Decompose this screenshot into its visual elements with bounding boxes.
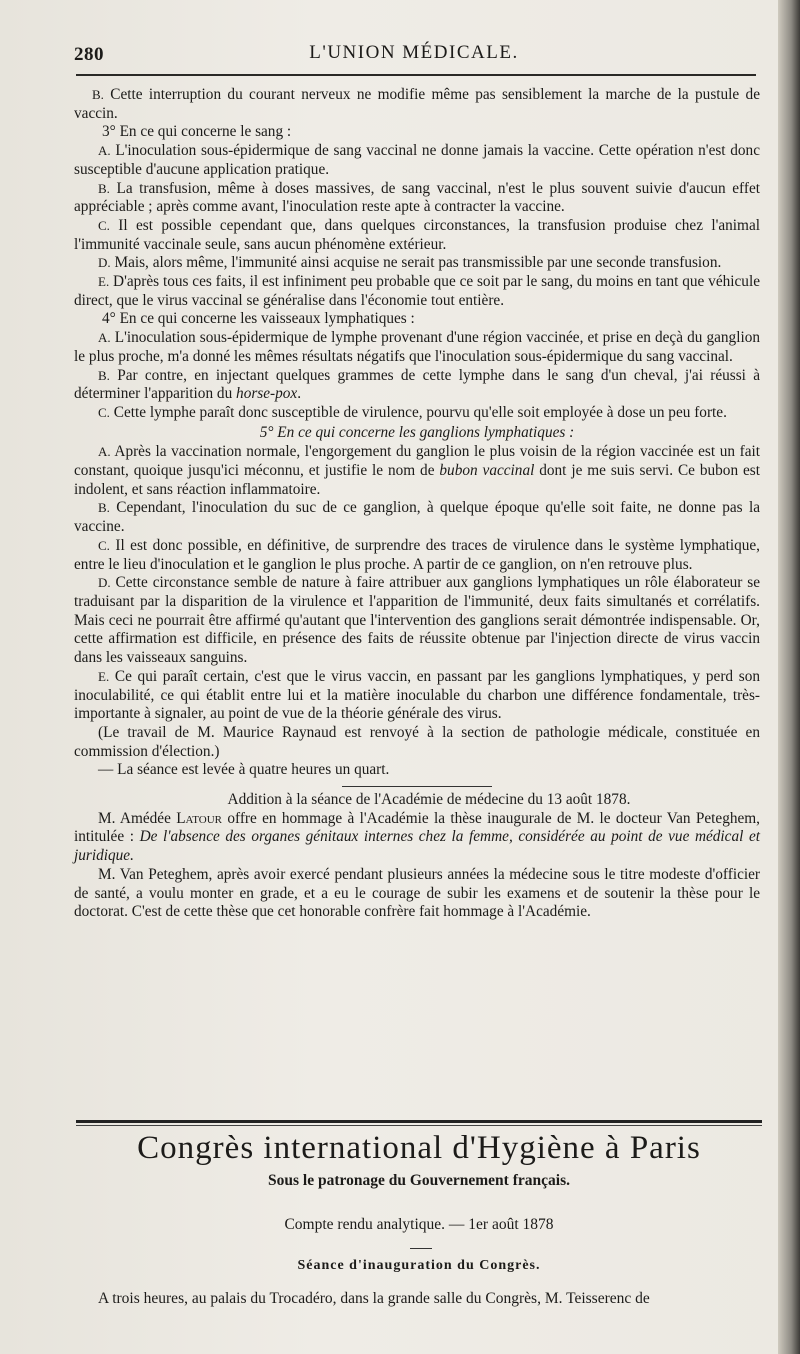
congress-rule-thin (76, 1125, 762, 1126)
paragraph-e-sang: E. D'après tous ces faits, il est infiniment peu probable que ce soit par le sang, du moins en tant que véhicule direct, que le virus vaccinal se généralise dans l'économie tout entière. (74, 273, 760, 309)
paragraph-a-ganglion: A. Après la vaccination normale, l'engorgement du ganglion le plus voisin de la région vaccinée est un fait constant, quoique jusqu'ici méconnu, et justifie le nom de bubon vaccinal dont je me suis servi. Ce bubon est indolent, et sans réaction inflammatoire. (74, 443, 760, 498)
section-4-heading: 4° En ce qui concerne les vaisseaux lymphatiques : (102, 310, 415, 328)
small-divider (410, 1248, 432, 1249)
book-spine-shadow (778, 0, 800, 1354)
paragraph-b-transfusion: B. La transfusion, même à doses massives, de sang vaccinal, n'est le plus souvent suivie d'aucun effet appréciable ; après comme avant, l'inoculation reste apte à contracter la vaccine. (74, 179, 760, 216)
item-letter: E. (98, 668, 110, 684)
item-letter: C. (98, 217, 110, 233)
paragraph-b-cheval: B. Par contre, en injectant quelques grammes de cette lymphe dans le sang d'un cheval, j'ai réussi à déterminer l'apparition du horse-pox. (74, 366, 760, 403)
paragraph-c-immunite: C. Il est possible cependant que, dans quelques circonstances, la transfusion produise chez l'animal l'immunité vaccinale seule, sans aucun phénomène extérieur. (74, 216, 760, 253)
paragraph-b-interruption: B. Cette interruption du courant nerveux ne modifie même pas sensiblement la marche de la pustule de vaccin. (74, 86, 760, 122)
section-divider (342, 786, 492, 787)
congress-title: Congrès international d'Hygiène à Paris (137, 1130, 701, 1166)
congress-patronage: Sous le patronage du Gouvernement français. (268, 1172, 570, 1189)
compte-rendu-line: Compte rendu analytique. — 1er août 1878 (284, 1216, 554, 1233)
paragraph-c-virulence: C. Cette lymphe paraît donc susceptible de virulence, pourvu qu'elle soit employée à dose un peu forte. (98, 403, 727, 421)
thesis-title: De l'absence des organes génitaux internes chez la femme, considérée au point de vue médical et juridique. (74, 828, 761, 865)
item-letter: C. (98, 537, 110, 553)
paragraph-c-traces: C. Il est donc possible, en définitive, de surprendre des traces de virulence dans le système lymphatique, entre le lieu d'inoculation et le ganglion le plus proche. A partir de ce ganglion, on n'en retrouve plus. (74, 536, 760, 573)
section-3-heading: 3° En ce qui concerne le sang : (102, 123, 292, 141)
paragraph-b-suc: B. Cependant, l'inoculation du suc de ce ganglion, à quelque époque qu'elle soit faite, ne donne pas la vaccine. (74, 499, 760, 536)
congress-rule-thick (76, 1120, 762, 1123)
author-name: Latour (176, 809, 223, 827)
item-letter: A. (98, 330, 111, 346)
item-letter: A. (98, 143, 111, 159)
paragraph-a-lymphe: A. L'inoculation sous-épidermique de lymphe provenant d'une région vaccinée, et prise en deçà du ganglion le plus proche, m'a donné les mêmes résultats négatifs que l'inoculation sous-épidermique du sang vaccinal. (74, 329, 760, 365)
addition-paragraph-latour: M. Amédée Latour offre en hommage à l'Académie la thèse inaugurale de M. le docteur Van Peteghem, intitulée : De l'absence des organes génitaux internes chez la femme, considérée au point de vue médical et juridique. (74, 809, 761, 865)
paragraph-d-role: D. Cette circonstance semble de nature à faire attribuer aux ganglions lymphatiques un rôle élaborateur se traduisant par la disparition de la virulence et l'apparition de l'immunité, deux faits simultanés et corrélatifs. Mais ceci ne pourrait être affirmé qu'autant que l'intervention des ganglions serait démontrée indispensable. Or, cette affirmation est difficile, en présence des faits de réussite obtenue par l'injection directe de virus vaccin dans les vaisseaux sanguins. (74, 574, 760, 667)
section-5-heading: 5° En ce qui concerne les ganglions lymphatiques : (259, 423, 575, 441)
item-letter: E. (98, 274, 110, 290)
closing-note: — La séance est levée à quatre heures un quart. (98, 761, 390, 779)
addition-title: Addition à la séance de l'Académie de médecine du 13 août 1878. (227, 791, 631, 809)
item-letter: B. (98, 180, 110, 196)
paragraph-e-certain: E. Ce qui paraît certain, c'est que le virus vaccin, en passant par les ganglions lymphatiques, y perd son inoculabilité, ce qui établit entre lui et la matière inoculable du charbon une différence fondamentale, très-importante à signaler, au point de vue de la théorie générale des virus. (74, 667, 760, 723)
page-header (74, 40, 754, 70)
addition-paragraph-van-peteghem: M. Van Peteghem, après avoir exercé pendant plusieurs années la médecine sous le titre modeste d'officier de santé, a voulu monter en grade, et a eu le courage de subir les examens et de soutenir la thèse pour le doctorat. C'est de cette thèse que cet honorable confrère fait hommage à l'Académie. (74, 865, 760, 921)
article-body (74, 86, 760, 922)
item-letter: C. (98, 404, 110, 420)
running-title: L'UNION MÉDICALE. (309, 42, 519, 63)
referral-note: (Le travail de M. Maurice Raynaud est renvoyé à la section de pathologie médicale, constituée en commission d'élection.) (74, 723, 760, 760)
paragraph-a-sang: A. L'inoculation sous-épidermique de sang vaccinal ne donne jamais la vaccine. Cette opération n'est donc susceptible d'aucune application pratique. (74, 142, 760, 178)
seance-heading: Séance d'inauguration du Congrès. (297, 1258, 541, 1273)
item-letter: B. (92, 87, 104, 102)
item-letter: D. (98, 575, 111, 591)
item-letter: A. (98, 444, 111, 460)
bubon-vaccinal-term: bubon vaccinal (439, 462, 535, 480)
horse-pox-term: horse-pox (236, 385, 298, 403)
item-letter: D. (98, 255, 111, 271)
item-letter: B. (98, 500, 110, 516)
page-number: 280 (74, 44, 104, 65)
item-letter: B. (98, 367, 110, 383)
header-rule (76, 74, 756, 76)
paragraph-d-seconde-transfusion: D. Mais, alors même, l'immunité ainsi acquise ne serait pas transmissible par une seconde transfusion. (98, 254, 722, 272)
congress-first-line: A trois heures, au palais du Trocadéro, dans la grande salle du Congrès, M. Teisserenc de (98, 1290, 650, 1307)
